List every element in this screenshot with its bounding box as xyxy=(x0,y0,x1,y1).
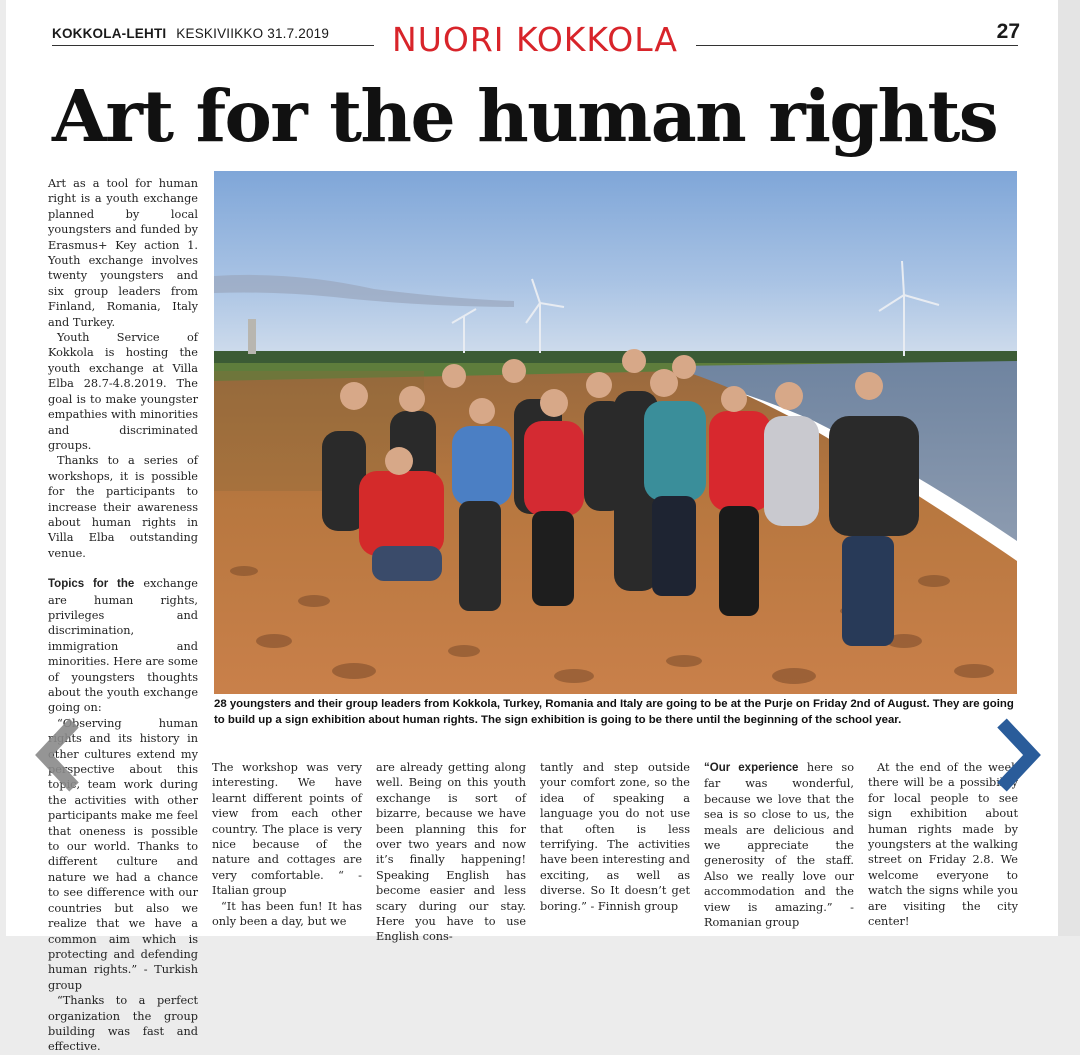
issue-date: KESKIVIIKKO 31.7.2019 xyxy=(176,26,330,41)
paragraph: are already getting along well. Being on this youth exchange is sort of bizarre, because we have been planning this for over two years and now it’s finally happening! Speaking English has become easier and less scary during our stay. Here you have to use English cons- xyxy=(376,761,526,944)
article-column-5 xyxy=(704,760,854,930)
quote-romanian-group xyxy=(704,760,854,930)
page-edge-shade xyxy=(1058,0,1080,936)
chevron-left-icon[interactable] xyxy=(30,715,90,795)
paragraph-lead: “Our experience xyxy=(704,762,799,774)
quote-italian-group: The workshop was very interesting. We have learnt different points of view from each other country. The place is very nice because of the nature and cottages are very comfortable. “ -Italian group xyxy=(212,761,362,898)
paragraph: “Thanks to a perfect organization the group building was fast and effective. xyxy=(48,994,198,1054)
article-column-1 xyxy=(48,176,198,1055)
paragraph xyxy=(48,576,198,716)
masthead xyxy=(52,26,329,41)
quote-turkish-group: “Observing human rights and its history in other cultures extend my perspective about this topic, team work during the activities with other participants make me feel that oneness is possible to our world. Thanks to different culture and nature we had a chance to see difference with our countries but also we realize that we have a common aim which is protecting and defending human rights.” - Turkish group xyxy=(48,716,198,992)
chevron-right-icon[interactable] xyxy=(990,715,1050,795)
article-column-4 xyxy=(540,760,690,914)
photo-caption: 28 youngsters and their group leaders from Kokkola, Turkey, Romania and Italy are going to be at the Purje on Friday 2nd of August. They are going to build up a sign exhibition about human rights. The sign exhibition is going to be there until the beginning of the school year. xyxy=(214,698,1014,726)
page-number: 27 xyxy=(996,20,1020,43)
group-photo xyxy=(214,171,1017,694)
article-column-2 xyxy=(212,760,362,929)
paragraph: Thanks to a series of workshops, it is possible for the participants to increase their awareness about human rights in Villa Elba outstanding venue. xyxy=(48,454,198,560)
quote-finnish-group: tantly and step outside your comfort zone, so the idea of speaking a language you do not use that often is less terrifying. The activities have been interesting and exciting, as well as diverse. So It doesn’t get boring.” - Finnish group xyxy=(540,761,690,913)
section-title: NUORI KOKKOLA xyxy=(392,20,678,59)
header-rule-left xyxy=(52,45,374,46)
paragraph-text: here so far was wonderful, because we love that the sea is so close to us, the meals are delicious and we appreciate the generosity of the staff. Also we really love our accommodation and the view is amazing.” - Romanian group xyxy=(704,761,855,930)
paragraph-text: exchange are human rights, privileges and discrimination, immigration and minorities. Here are some of youngsters thoughts about the youth exchange going on: xyxy=(48,577,198,715)
paragraph: At the end of the week there will be a possibility for local people to see sign exhibition about human rights made by youngsters at the walking street on Friday 2.8. We welcome everyone to watch the signs while you are visiting the city center! xyxy=(868,761,1018,929)
publication-name: KOKKOLA-LEHTI xyxy=(52,26,167,41)
paragraph: Youth Service of Kokkola is hosting the youth exchange at Villa Elba 28.7-4.8.2019. The goal is to make youngster empathies with minorities and discriminated groups. xyxy=(48,331,198,452)
article-column-3 xyxy=(376,760,526,945)
article-headline: Art for the human rights xyxy=(52,74,998,158)
paragraph: Art as a tool for human right is a youth exchange planned by local youngsters and funded by Erasmus+ Key action 1. Youth exchange involves twenty youngsters and six group leaders from Finland, Romania, Italy and Turkey. xyxy=(48,177,198,329)
paragraph: “It has been fun! It has only been a day, but we xyxy=(212,899,362,929)
paragraph-lead: Topics for the xyxy=(48,578,135,591)
header-rule-right xyxy=(696,45,1018,46)
